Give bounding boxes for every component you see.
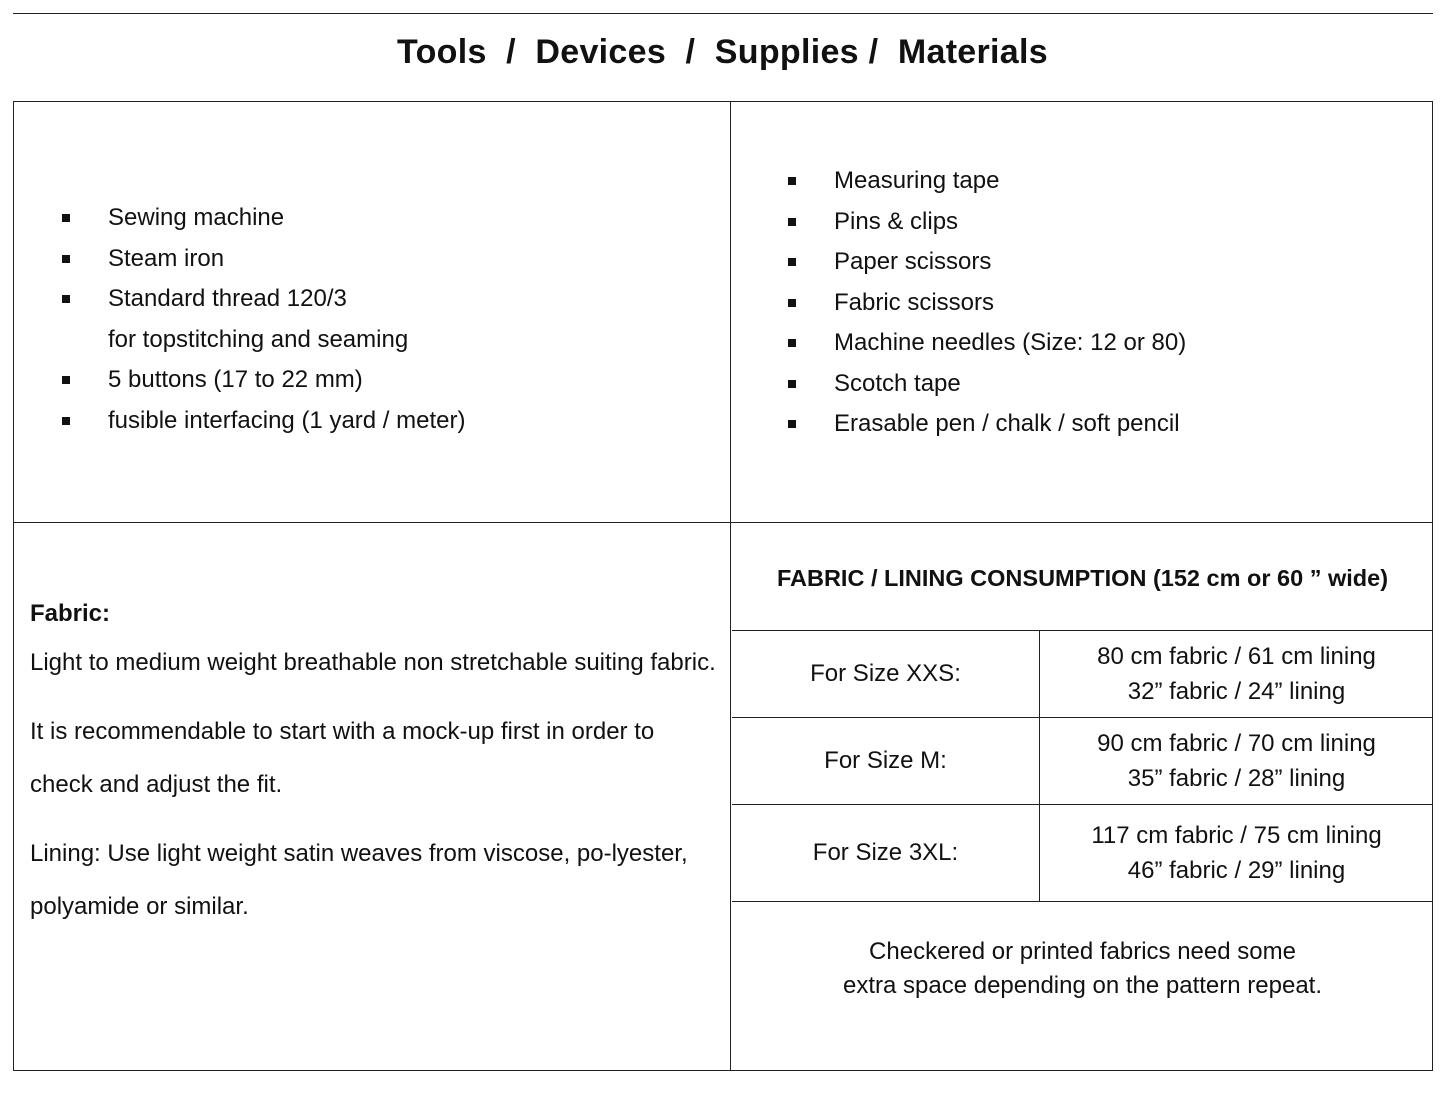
fabric-heading: Fabric: [30,600,111,627]
list-item: Fabric scissors [788,283,1186,324]
fabric-paragraph: Light to medium weight breathable non stretchable suiting fabric. [30,649,716,676]
consumption-table [732,523,1433,1003]
size-label: For Size XXS: [732,631,1040,717]
list-item: Erasable pen / chalk / soft pencil [788,404,1186,445]
size-label: For Size 3XL: [732,805,1040,901]
list-item: Pins & clips [788,202,1186,243]
table-row [732,631,1433,718]
imperial-amount: 46” fabric / 29” lining [1127,857,1346,884]
fabric-section [30,592,720,949]
column-divider [730,102,731,1070]
size-amounts [1040,718,1433,804]
table-row [732,805,1433,902]
top-rule [13,13,1433,14]
list-item: Machine needles (Size: 12 or 80) [788,323,1186,364]
list-item: 5 buttons (17 to 22 mm) [62,360,465,401]
list-item: Paper scissors [788,242,1186,283]
consumption-note: Checkered or printed fabrics need some extra space depending on the pattern repeat. [842,938,1322,999]
size-label: For Size M: [732,718,1040,804]
supplies-list [788,161,1186,445]
list-item: Steam iron [62,239,465,280]
list-item: Measuring tape [788,161,1186,202]
metric-amount: 80 cm fabric / 61 cm lining [1097,643,1376,670]
tools-list [62,198,465,441]
imperial-amount: 35” fabric / 28” lining [1127,765,1346,792]
table-row [732,718,1433,805]
imperial-amount: 32” fabric / 24” lining [1127,678,1346,705]
consumption-title: FABRIC / LINING CONSUMPTION (152 cm or 60 ” wide) [732,523,1433,631]
list-item: Sewing machine [62,198,465,239]
size-amounts [1040,631,1433,717]
metric-amount: 117 cm fabric / 75 cm lining [1091,822,1382,849]
page-title: Tools / Devices / Supplies / Materials [397,33,1048,71]
fabric-paragraph: Lining: Use light weight satin weaves from viscose, po-lyester, polyamide or similar. [30,840,688,920]
list-item: Scotch tape [788,364,1186,405]
list-item: fusible interfacing (1 yard / meter) [62,401,465,442]
fabric-paragraph: It is recommendable to start with a mock-up first in order to check and adjust the fit. [30,718,655,798]
metric-amount: 90 cm fabric / 70 cm lining [1097,730,1376,757]
size-amounts [1040,805,1433,901]
list-item: Standard thread 120/3 for topstitching and seaming [62,279,465,360]
materials-table [13,101,1433,1071]
